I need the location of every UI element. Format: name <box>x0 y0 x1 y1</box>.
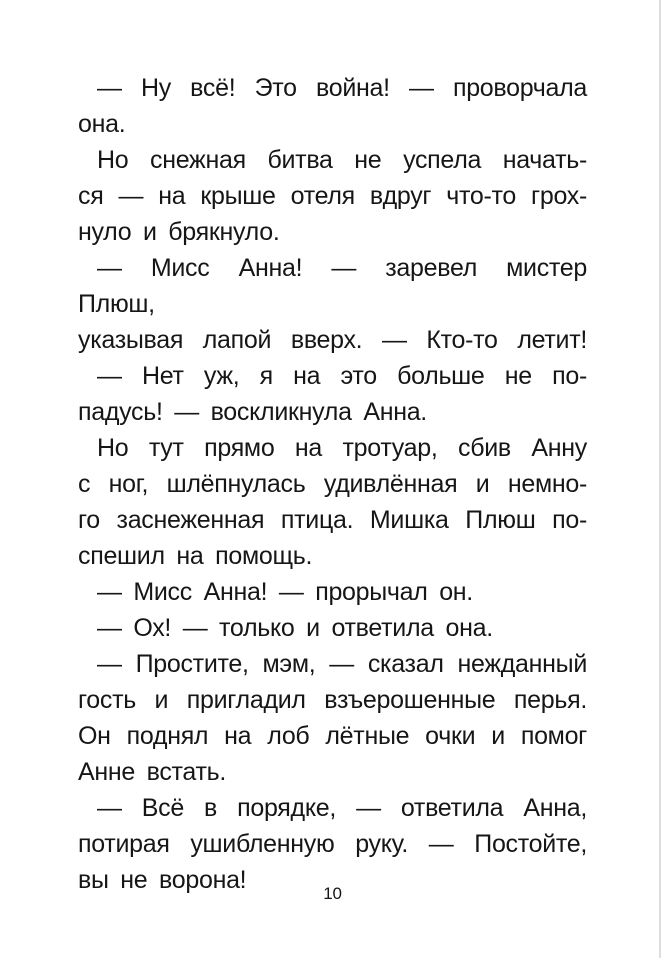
text-line: указывая лапой вверх. — Кто-то летит! <box>78 326 587 354</box>
text-line: она. <box>78 110 126 138</box>
text-line: Он поднял на лоб лётные очки и помог <box>78 722 587 750</box>
text-line: — Ох! — только и ответила она. <box>97 614 493 642</box>
text-line: — Всё в порядке, — ответила Анна, <box>97 794 587 822</box>
text-line: — Нет уж, я на это больше не по- <box>97 362 587 390</box>
text-line: — Мисс Анна! — прорычал он. <box>97 578 473 606</box>
text-line: — Мисс Анна! — заревел мистер Плюш, <box>78 254 587 318</box>
text-line: вы не ворона! <box>78 866 247 894</box>
text-line: спешил на помощь. <box>78 542 313 570</box>
text-line: — Ну всё! Это война! — проворчала <box>97 74 587 102</box>
text-line: потирая ушибленную руку. — Постойте, <box>78 830 587 858</box>
text-line: падусь! — воскликнула Анна. <box>78 398 427 426</box>
text-line: Но тут прямо на тротуар, сбив Анну <box>97 434 587 462</box>
text-line: — Простите, мэм, — сказал нежданный <box>97 650 587 678</box>
body-text-block <box>78 70 587 898</box>
text-line: Но снежная битва не успела начать- <box>97 146 587 174</box>
text-line: с ног, шлёпнулась удивлённая и немно- <box>78 470 587 498</box>
text-line: Анне встать. <box>78 758 226 786</box>
page-edge-line <box>659 0 661 958</box>
page-number: 10 <box>323 884 342 903</box>
text-line: ся — на крыше отеля вдруг что-то грох- <box>78 182 587 210</box>
text-line: нуло и брякнуло. <box>78 218 280 246</box>
text-line: гость и пригладил взъерошенные перья. <box>78 686 587 714</box>
text-line: го заснеженная птица. Мишка Плюш по- <box>78 506 587 534</box>
